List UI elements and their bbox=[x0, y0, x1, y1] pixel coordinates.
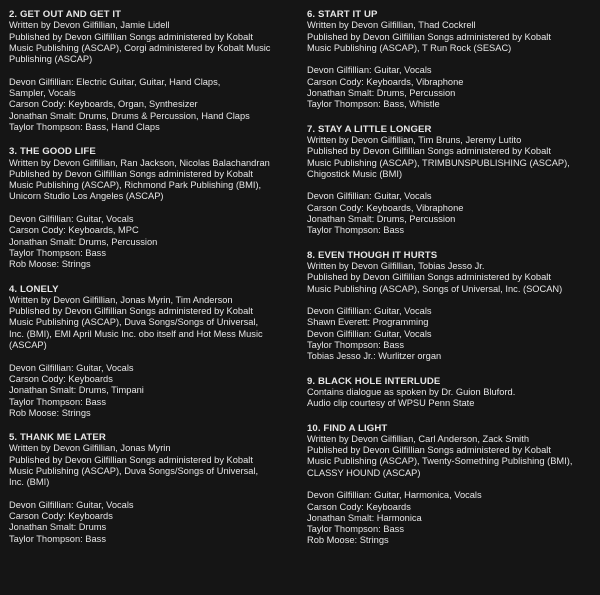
personnel-line: Jonathan Smalt: Drums, Percussion bbox=[307, 88, 456, 99]
track-title: 5. THANK ME LATER bbox=[9, 432, 106, 444]
credit-line: Published by Devon Gilfillian Songs administered by Kobalt bbox=[307, 31, 551, 42]
track-title: 10. FIND A LIGHT bbox=[307, 422, 388, 434]
personnel-line: Carson Cody: Keyboards, Vibraphone bbox=[307, 76, 464, 87]
track-title: 6. START IT UP bbox=[307, 9, 378, 20]
personnel-line: Taylor Thompson: Bass bbox=[9, 396, 106, 407]
personnel-line: Devon Gilfillian: Guitar, Vocals bbox=[9, 499, 134, 510]
credit-line: Music Publishing (ASCAP), TRIMBUNSPUBLISHING (ASCAP), bbox=[307, 157, 570, 168]
credit-line: Published by Devon Gilfillian Songs administered by Kobalt bbox=[307, 445, 551, 456]
personnel-line: Taylor Thompson: Bass, Hand Claps bbox=[9, 121, 160, 132]
credit-line: Chigostick Music (BMI) bbox=[307, 168, 403, 179]
personnel-line: Rob Moose: Strings bbox=[9, 407, 91, 418]
credit-line: Published by Devon Gilfillian Songs administered by Kobalt bbox=[9, 306, 253, 317]
personnel-line: Devon Gilfillian: Guitar, Vocals bbox=[307, 191, 432, 202]
credit-line: Published by Devon Gilfillian Songs administered by Kobalt bbox=[307, 272, 551, 283]
credit-line: Music Publishing (ASCAP), Duva Songs/Songs of Universal, bbox=[9, 317, 259, 328]
personnel-line: Jonathan Smalt: Drums, Drums & Percussion, Hand Claps bbox=[9, 110, 250, 121]
personnel-line: Jonathan Smalt: Drums, Timpani bbox=[9, 385, 144, 396]
credit-line: Written by Devon Gilfillian, Jonas Myrin, Tim Anderson bbox=[9, 294, 233, 305]
credit-line: (ASCAP) bbox=[9, 340, 47, 351]
track-title: 8. EVEN THOUGH IT HURTS bbox=[307, 249, 438, 261]
personnel-line: Shawn Everett: Programming bbox=[307, 317, 429, 328]
credit-line: Music Publishing (ASCAP), Songs of Universal, Inc. (SOCAN) bbox=[307, 283, 563, 294]
spacer bbox=[9, 65, 294, 76]
personnel-line: Jonathan Smalt: Drums bbox=[9, 522, 107, 533]
track-title: 9. BLACK HOLE INTERLUDE bbox=[307, 375, 441, 387]
credit-line: Music Publishing (ASCAP), Corgi administered by Kobalt Music bbox=[9, 42, 271, 53]
track-credits bbox=[9, 284, 294, 420]
personnel-line: Carson Cody: Keyboards, Organ, Synthesizer bbox=[9, 99, 198, 110]
left-column bbox=[9, 9, 294, 558]
credit-line: Music Publishing (ASCAP), Duva Songs/Songs of Universal, bbox=[9, 465, 259, 476]
credit-line: Written by Devon Gilfillian, Jonas Myrin bbox=[9, 443, 171, 454]
personnel-line: Taylor Thompson: Bass bbox=[307, 225, 404, 236]
personnel-line: Carson Cody: Keyboards, MPC bbox=[9, 225, 139, 236]
right-column bbox=[307, 9, 597, 560]
credit-line: Written by Devon Gilfillian, Thad Cockrell bbox=[307, 20, 476, 31]
track-credits bbox=[9, 146, 294, 270]
personnel-line: Devon Gilfillian: Guitar, Vocals bbox=[307, 306, 432, 317]
personnel-line: Jonathan Smalt: Drums, Percussion bbox=[307, 214, 456, 225]
personnel-line: Taylor Thompson: Bass bbox=[307, 340, 404, 351]
spacer bbox=[307, 180, 597, 191]
track-title: 7. STAY A LITTLE LONGER bbox=[307, 123, 432, 135]
credit-line: CLASSY HOUND (ASCAP) bbox=[307, 467, 421, 478]
credit-line: Inc. (BMI) bbox=[9, 477, 50, 488]
track-title: 2. GET OUT AND GET IT bbox=[9, 9, 122, 20]
track-credits bbox=[9, 432, 294, 545]
credit-line: Publishing (ASCAP) bbox=[9, 54, 93, 65]
credit-line: Written by Devon Gilfillian, Tobias Jesso Jr. bbox=[307, 260, 485, 271]
track-credits bbox=[307, 124, 597, 237]
credit-line: Contains dialogue as spoken by Dr. Guion Bluford. bbox=[307, 386, 516, 397]
personnel-line: Devon Gilfillian: Electric Guitar, Guitar, Hand Claps, bbox=[9, 76, 221, 87]
personnel-line: Carson Cody: Keyboards bbox=[9, 373, 113, 384]
track-credits bbox=[307, 250, 597, 363]
personnel-line: Rob Moose: Strings bbox=[9, 259, 91, 270]
personnel-line: Carson Cody: Keyboards bbox=[9, 511, 113, 522]
track-title: 3. THE GOOD LIFE bbox=[9, 146, 96, 158]
spacer bbox=[307, 479, 597, 490]
credit-line: Inc. (BMI), EMI April Music Inc. obo itself and Hot Mess Music bbox=[9, 328, 263, 339]
personnel-line: Taylor Thompson: Bass bbox=[9, 247, 106, 258]
personnel-line: Jonathan Smalt: Harmonica bbox=[307, 512, 422, 523]
credit-line: Published by Devon Gilfillian Songs administered by Kobalt bbox=[9, 31, 253, 42]
credit-line: Written by Devon Gilfillian, Ran Jackson, Nicolas Balachandran bbox=[9, 157, 270, 168]
spacer bbox=[307, 295, 597, 306]
credit-line: Music Publishing (ASCAP), Richmond Park Publishing (BMI), bbox=[9, 180, 262, 191]
personnel-line: Devon Gilfillian: Guitar, Vocals bbox=[307, 65, 432, 76]
track-credits bbox=[307, 376, 597, 410]
credit-line: Written by Devon Gilfillian, Carl Anderson, Zack Smith bbox=[307, 433, 530, 444]
track-credits bbox=[307, 423, 597, 547]
personnel-line: Devon Gilfillian: Guitar, Vocals bbox=[9, 214, 134, 225]
track-credits bbox=[9, 9, 294, 133]
credit-line: Unicorn Studio Los Angeles (ASCAP) bbox=[9, 191, 164, 202]
credit-line: Music Publishing (ASCAP), Twenty-Something Publishing (BMI), bbox=[307, 456, 573, 467]
credit-line: Published by Devon Gilfillian Songs administered by Kobalt bbox=[307, 146, 551, 157]
personnel-line: Taylor Thompson: Bass, Whistle bbox=[307, 99, 440, 110]
personnel-line: Devon Gilfillian: Guitar, Vocals bbox=[307, 328, 432, 339]
spacer bbox=[9, 489, 294, 500]
spacer bbox=[307, 54, 597, 65]
personnel-line: Jonathan Smalt: Drums, Percussion bbox=[9, 236, 158, 247]
track-credits bbox=[307, 9, 597, 111]
credit-line: Audio clip courtesy of WPSU Penn State bbox=[307, 398, 475, 409]
credit-line: Published by Devon Gilfillian Songs administered by Kobalt bbox=[9, 454, 253, 465]
personnel-line: Tobias Jesso Jr.: Wurlitzer organ bbox=[307, 351, 442, 362]
spacer bbox=[9, 351, 294, 362]
personnel-line: Sampler, Vocals bbox=[9, 88, 76, 99]
personnel-line: Rob Moose: Strings bbox=[307, 535, 389, 546]
credit-line: Written by Devon Gilfillian, Tim Bruns, Jeremy Lutito bbox=[307, 134, 522, 145]
credit-line: Published by Devon Gilfillian Songs administered by Kobalt bbox=[9, 168, 253, 179]
track-title: 4. LONELY bbox=[9, 283, 59, 295]
personnel-line: Devon Gilfillian: Guitar, Vocals bbox=[9, 362, 134, 373]
personnel-line: Carson Cody: Keyboards, Vibraphone bbox=[307, 202, 464, 213]
credit-line: Written by Devon Gilfillian, Jamie Lidell bbox=[9, 20, 170, 31]
personnel-line: Carson Cody: Keyboards bbox=[307, 501, 411, 512]
personnel-line: Taylor Thompson: Bass bbox=[9, 533, 106, 544]
personnel-line: Devon Gilfillian: Guitar, Harmonica, Vocals bbox=[307, 490, 482, 501]
credit-line: Music Publishing (ASCAP), T Run Rock (SESAC) bbox=[307, 42, 512, 53]
personnel-line: Taylor Thompson: Bass bbox=[307, 524, 404, 535]
spacer bbox=[9, 203, 294, 214]
